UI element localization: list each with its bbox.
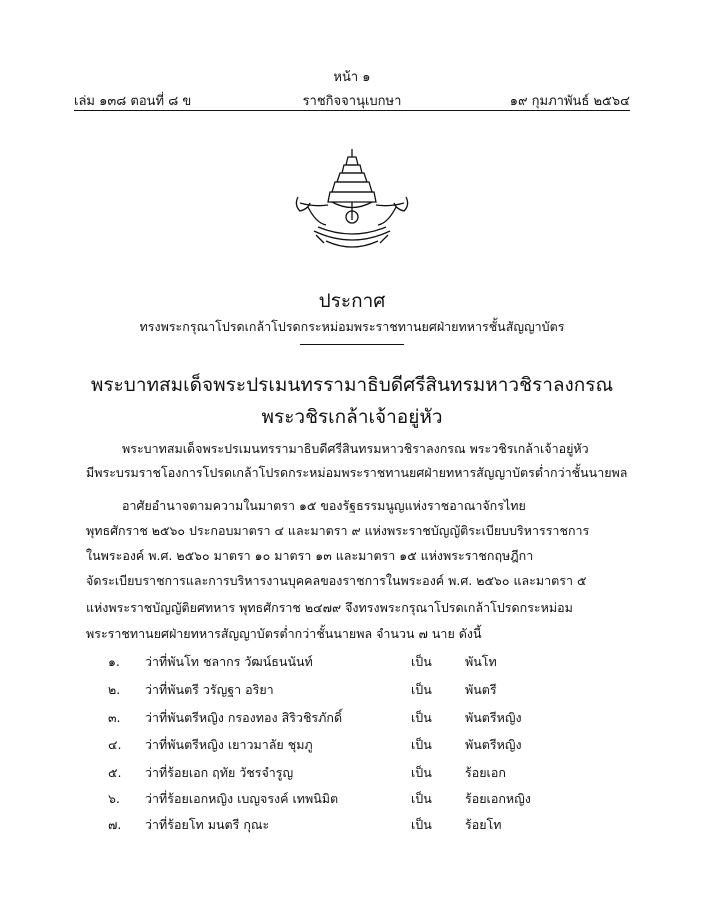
appointment-item [108, 708, 608, 728]
appointment-item [108, 652, 608, 672]
item-connector: เป็น [411, 654, 432, 669]
item-rank: ร้อยเอกหญิง [465, 791, 531, 806]
item-rank: พันตรี [465, 682, 497, 697]
item-name: ว่าที่ร้อยเอกหญิง เบญจรงค์ เทพนิมิต [145, 791, 339, 806]
gazette-header [74, 90, 630, 110]
item-rank: พันโท [465, 654, 497, 669]
volume-info: เล่ม ๑๓๘ ตอนที่ ๘ ข [74, 94, 192, 109]
appointment-item [108, 735, 608, 755]
gazette-name: ราชกิจจานุเบกษา [302, 94, 402, 109]
item-name: ว่าที่พันตรีหญิง เยาวมาลัย ชุมภู [145, 737, 313, 752]
announcement-title: ประกาศ [318, 290, 386, 312]
paragraph-2-line-2: พุทธศักราช ๒๕๖๐ ประกอบมาตรา ๔ และมาตรา ๙ แห่งพระราชบัญญัติระเบียบบริหารราชการ [86, 523, 590, 538]
appointment-item [108, 763, 608, 783]
header-divider [74, 110, 630, 111]
item-connector: เป็น [411, 791, 432, 806]
paragraph-1-line-2: มีพระบรมราชโองการโปรดเกล้าโปรดกระหม่อมพระราชทานยศฝ่ายทหารสัญญาบัตรต่ำกว่าชั้นนายพล [86, 465, 628, 480]
item-number: ๓. [108, 710, 121, 725]
appointment-item [108, 789, 608, 809]
item-name: ว่าที่ร้อยเอก ฤทัย วัชรจำรูญ [145, 765, 294, 780]
paragraph-2-line-3: ในพระองค์ พ.ศ. ๒๕๖๐ มาตรา ๑๐ มาตรา ๑๓ และมาตรา ๑๕ แห่งพระราชกฤษฎีกา [86, 548, 534, 563]
item-connector: เป็น [411, 817, 432, 832]
item-number: ๗. [108, 817, 122, 832]
announcement-subtitle: ทรงพระกรุณาโปรดเกล้าโปรดกระหม่อมพระราชทานยศฝ่ายทหารชั้นสัญญาบัตร [139, 319, 565, 334]
item-name: ว่าที่ร้อยโท มนตรี กุณะ [145, 817, 270, 832]
item-connector: เป็น [411, 737, 432, 752]
item-connector: เป็น [411, 682, 432, 697]
page-number: หน้า ๑ [333, 70, 371, 85]
appointment-item [108, 815, 608, 835]
paragraph-2-line-1: อาศัยอำนาจตามความในมาตรา ๑๕ ของรัฐธรรมนูญแห่งราชอาณาจักรไทย [122, 498, 526, 513]
paragraph-2-line-4: จัดระเบียบราชการและการบริหารงานบุคคลของราชการในพระองค์ พ.ศ. ๒๕๖๐ และมาตรา ๕ [86, 573, 587, 588]
item-name: ว่าที่พันตรีหญิง กรองทอง สิริวชิรภักดิ์ [145, 710, 343, 725]
royal-emblem-icon [288, 145, 416, 257]
gazette-date: ๑๙ กุมภาพันธ์ ๒๕๖๔ [509, 94, 630, 109]
item-number: ๑. [108, 654, 120, 669]
title-divider [300, 344, 404, 345]
item-connector: เป็น [411, 765, 432, 780]
item-rank: พันตรีหญิง [465, 710, 522, 725]
item-rank: ร้อยโท [465, 817, 502, 832]
item-rank: ร้อยเอก [465, 765, 506, 780]
king-name-line-1: พระบาทสมเด็จพระปรเมนทรรามาธิบดีศรีสินทรมหาวชิราลงกรณ [90, 374, 614, 396]
paragraph-2-line-6: พระราชทานยศฝ่ายทหารสัญญาบัตรต่ำกว่าชั้นนายพล จำนวน ๗ นาย ดังนี้ [86, 626, 482, 641]
item-connector: เป็น [411, 710, 432, 725]
item-rank: พันตรีหญิง [465, 737, 522, 752]
paragraph-2-line-5: แห่งพระราชบัญญัติยศทหาร พุทธศักราช ๒๔๗๙ จึงทรงพระกรุณาโปรดเกล้าโปรดกระหม่อม [86, 600, 573, 615]
item-name: ว่าที่พันโท ชลากร วัฒน์ธนนันท์ [145, 654, 313, 669]
item-number: ๕. [108, 765, 122, 780]
paragraph-1-line-1: พระบาทสมเด็จพระปรเมนทรรามาธิบดีศรีสินทรมหาวชิราลงกรณ พระวชิรเกล้าเจ้าอยู่หัว [122, 441, 589, 456]
appointment-item [108, 680, 608, 700]
king-name-line-2: พระวชิรเกล้าเจ้าอยู่หัว [261, 406, 443, 428]
item-number: ๔. [108, 737, 122, 752]
item-number: ๒. [108, 682, 121, 697]
item-name: ว่าที่พันตรี วรัญฐา อริยา [145, 682, 274, 697]
item-number: ๖. [108, 791, 120, 806]
